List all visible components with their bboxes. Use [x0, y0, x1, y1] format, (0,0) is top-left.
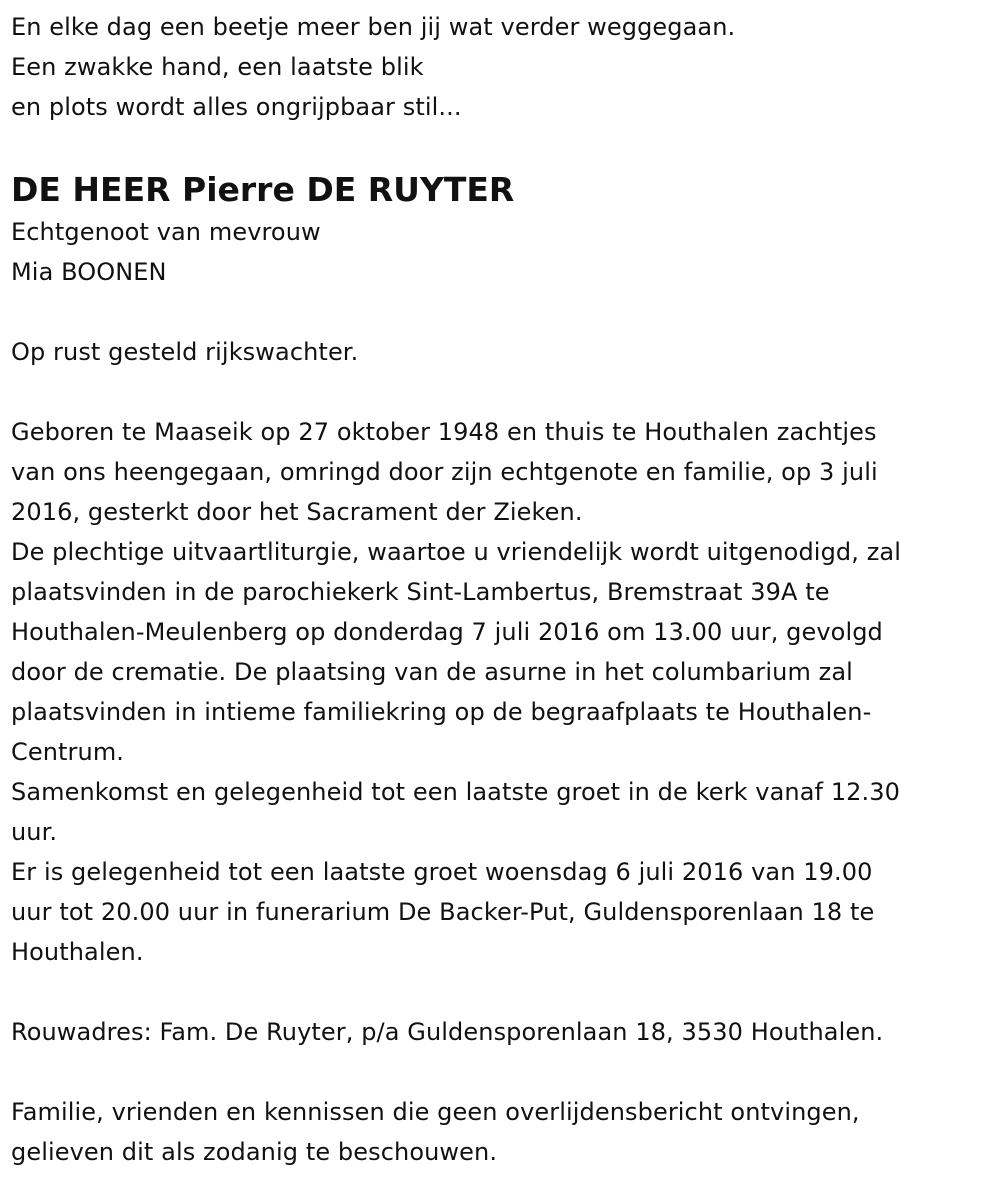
poem-line: En elke dag een beetje meer ben jij wat verder weggegaan.	[11, 13, 736, 41]
poem	[11, 7, 991, 127]
body-line: Er is gelegenheid tot een laatste groet woensdag 6 juli 2016 van 19.00	[11, 858, 873, 886]
spacer	[11, 292, 991, 332]
closing-line: gelieven dit als zodanig te beschouwen.	[11, 1138, 498, 1166]
body-line: Houthalen-Meulenberg op donderdag 7 juli 2016 om 13.00 uur, gevolgd	[11, 618, 883, 646]
spouse-line: Echtgenoot van mevrouw	[11, 218, 321, 246]
closing-line: Familie, vrienden en kennissen die geen overlijdensbericht ontvingen,	[11, 1098, 860, 1126]
body-line: De plechtige uitvaartliturgie, waartoe u vriendelijk wordt uitgenodigd, zal	[11, 538, 901, 566]
profession: Op rust gesteld rijkswachter.	[11, 338, 359, 366]
body-line: Geboren te Maaseik op 27 oktober 1948 en thuis te Houthalen zachtjes	[11, 418, 877, 446]
body-line: Houthalen.	[11, 938, 144, 966]
body-line: door de crematie. De plaatsing van de asurne in het columbarium zal	[11, 658, 853, 686]
deceased-name: DE HEER Pierre DE RUYTER	[11, 170, 515, 209]
body-line: plaatsvinden in intieme familiekring op de begraafplaats te Houthalen-	[11, 698, 872, 726]
body-line: uur.	[11, 818, 58, 846]
body-line: 2016, gesterkt door het Sacrament der Zieken.	[11, 498, 583, 526]
spacer	[11, 1052, 991, 1092]
body-line: plaatsvinden in de parochiekerk Sint-Lambertus, Bremstraat 39A te	[11, 578, 830, 606]
spouse-line: Mia BOONEN	[11, 258, 167, 286]
mourning-address: Rouwadres: Fam. De Ruyter, p/a Guldensporenlaan 18, 3530 Houthalen.	[11, 1018, 884, 1046]
poem-line: Een zwakke hand, een laatste blik	[11, 53, 424, 81]
spacer	[11, 972, 991, 1012]
body-text	[11, 412, 991, 972]
body-line: van ons heengegaan, omringd door zijn echtgenote en familie, op 3 juli	[11, 458, 878, 486]
body-line: uur tot 20.00 uur in funerarium De Backer-Put, Guldensporenlaan 18 te	[11, 898, 875, 926]
closing-note	[11, 1092, 991, 1172]
spacer	[11, 372, 991, 412]
poem-line: en plots wordt alles ongrijpbaar stil...	[11, 93, 462, 121]
body-line: Samenkomst en gelegenheid tot een laatste groet in de kerk vanaf 12.30	[11, 778, 901, 806]
body-line: Centrum.	[11, 738, 125, 766]
spouse-info	[11, 212, 991, 292]
obituary-document	[11, 7, 991, 1172]
